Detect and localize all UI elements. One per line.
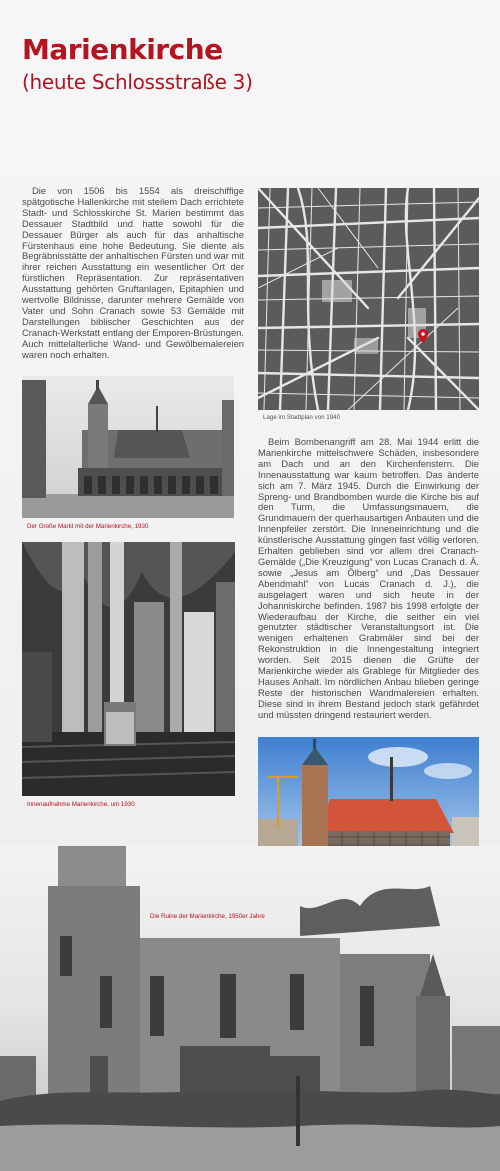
markt-photo xyxy=(22,376,234,518)
body-paragraph-2: Beim Bombenangriff am 28. Mai 1944 erlitt die Marienkirche mittelschwere Schäden, insbesondere am Dach und an den Kirchenfenstern. Die Innenausstattung war kaum betroffen. Das änderte sich am 7. März 1945. Durch die Einwirkung der Spreng- und Brandbomben wurde die Kirche bis auf den Turm, die Umfassungsmauern, die Grundmauern der querhausartigen Anbauten und die Innenpfeiler zerstört. Die Inneneinrichtung und die künstlerische Ausstattung gingen fast völlig verloren. Erhalten geblieben sind vor allem drei Cranach-Gemälde („Die Kreuzigung“ von Lucas Cranach d. Ä. sowie „Jesus am Ölberg“ und „Das Dessauer Abendmahl“ von Lucas Cranach d. J.), die ausgelagert waren und sich heute in der Johanniskirche befinden. 1987 bis 1998 erfolgte der Wiederaufbau der Kirche, die seither ein viel genutzter städtischer Veranstaltungsort ist. Die wenigen erhaltenen Grabmäler sind bei der Rekonstruktion in die Innengestaltung integriert worden. Seit 2015 dienen die Grüfte der Marienkirche wieder als Grablege für Mitglieder des Hauses Anhalt. Im nördlichen Anbau blieben geringe Reste der historischen Wandmalereien erhalten. Diese sind in ihrem Bestand jedoch stark gefährdet und müssten dringend restauriert werden. xyxy=(258,436,479,720)
interior-caption: Innenaufnahme Marienkirche, um 1930 xyxy=(27,801,135,808)
location-pin-icon xyxy=(418,329,428,343)
map-caption: Lage im Stadtplan von 1940 xyxy=(263,414,341,421)
markt-caption: Der Große Markt mit der Marienkirche, 1930 xyxy=(27,523,149,530)
city-map-image xyxy=(258,188,479,410)
ruin-photo xyxy=(0,846,500,1171)
interior-photo xyxy=(22,542,235,796)
body-paragraph-1: Die von 1506 bis 1554 als dreischiffige spätgotische Hallenkirche mit steilem Dach errichtete Stadt- und Schlosskirche St. Marien bestimmt das Dessauer Stadtbild und hatte sowohl für die Dessauer Bürger als auch für das anhaltische Fürstenhaus eine hohe Bedeutung. Sie diente als Begräbnisstätte der anhaltischen Fürsten und war mit ihrer reichen Ausstattung ein wesentlicher Ort der fürstlichen Repräsentation. Zur repräsentativen Ausstattung gehörten Gruftanlagen, Epitaphien und wertvolle Bildnisse, darunter mehrere Gemälde von Vater und Sohn Cranach sowie 53 Gemälde mit Darstellungen biblischer Geschichten aus der Cranach-Werkstatt entlang der Emporen-Brüstungen. Auch mittelalterliche Wand- und Gewölbemalereien waren noch erhalten. xyxy=(22,185,244,360)
page-subtitle: (heute Schlossstraße 3) xyxy=(22,70,253,94)
page-title: Marienkirche xyxy=(22,33,223,66)
city-map-drawing xyxy=(258,188,479,410)
ruin-caption: Die Ruine der Marienkirche, 1950er Jahre xyxy=(150,913,265,920)
